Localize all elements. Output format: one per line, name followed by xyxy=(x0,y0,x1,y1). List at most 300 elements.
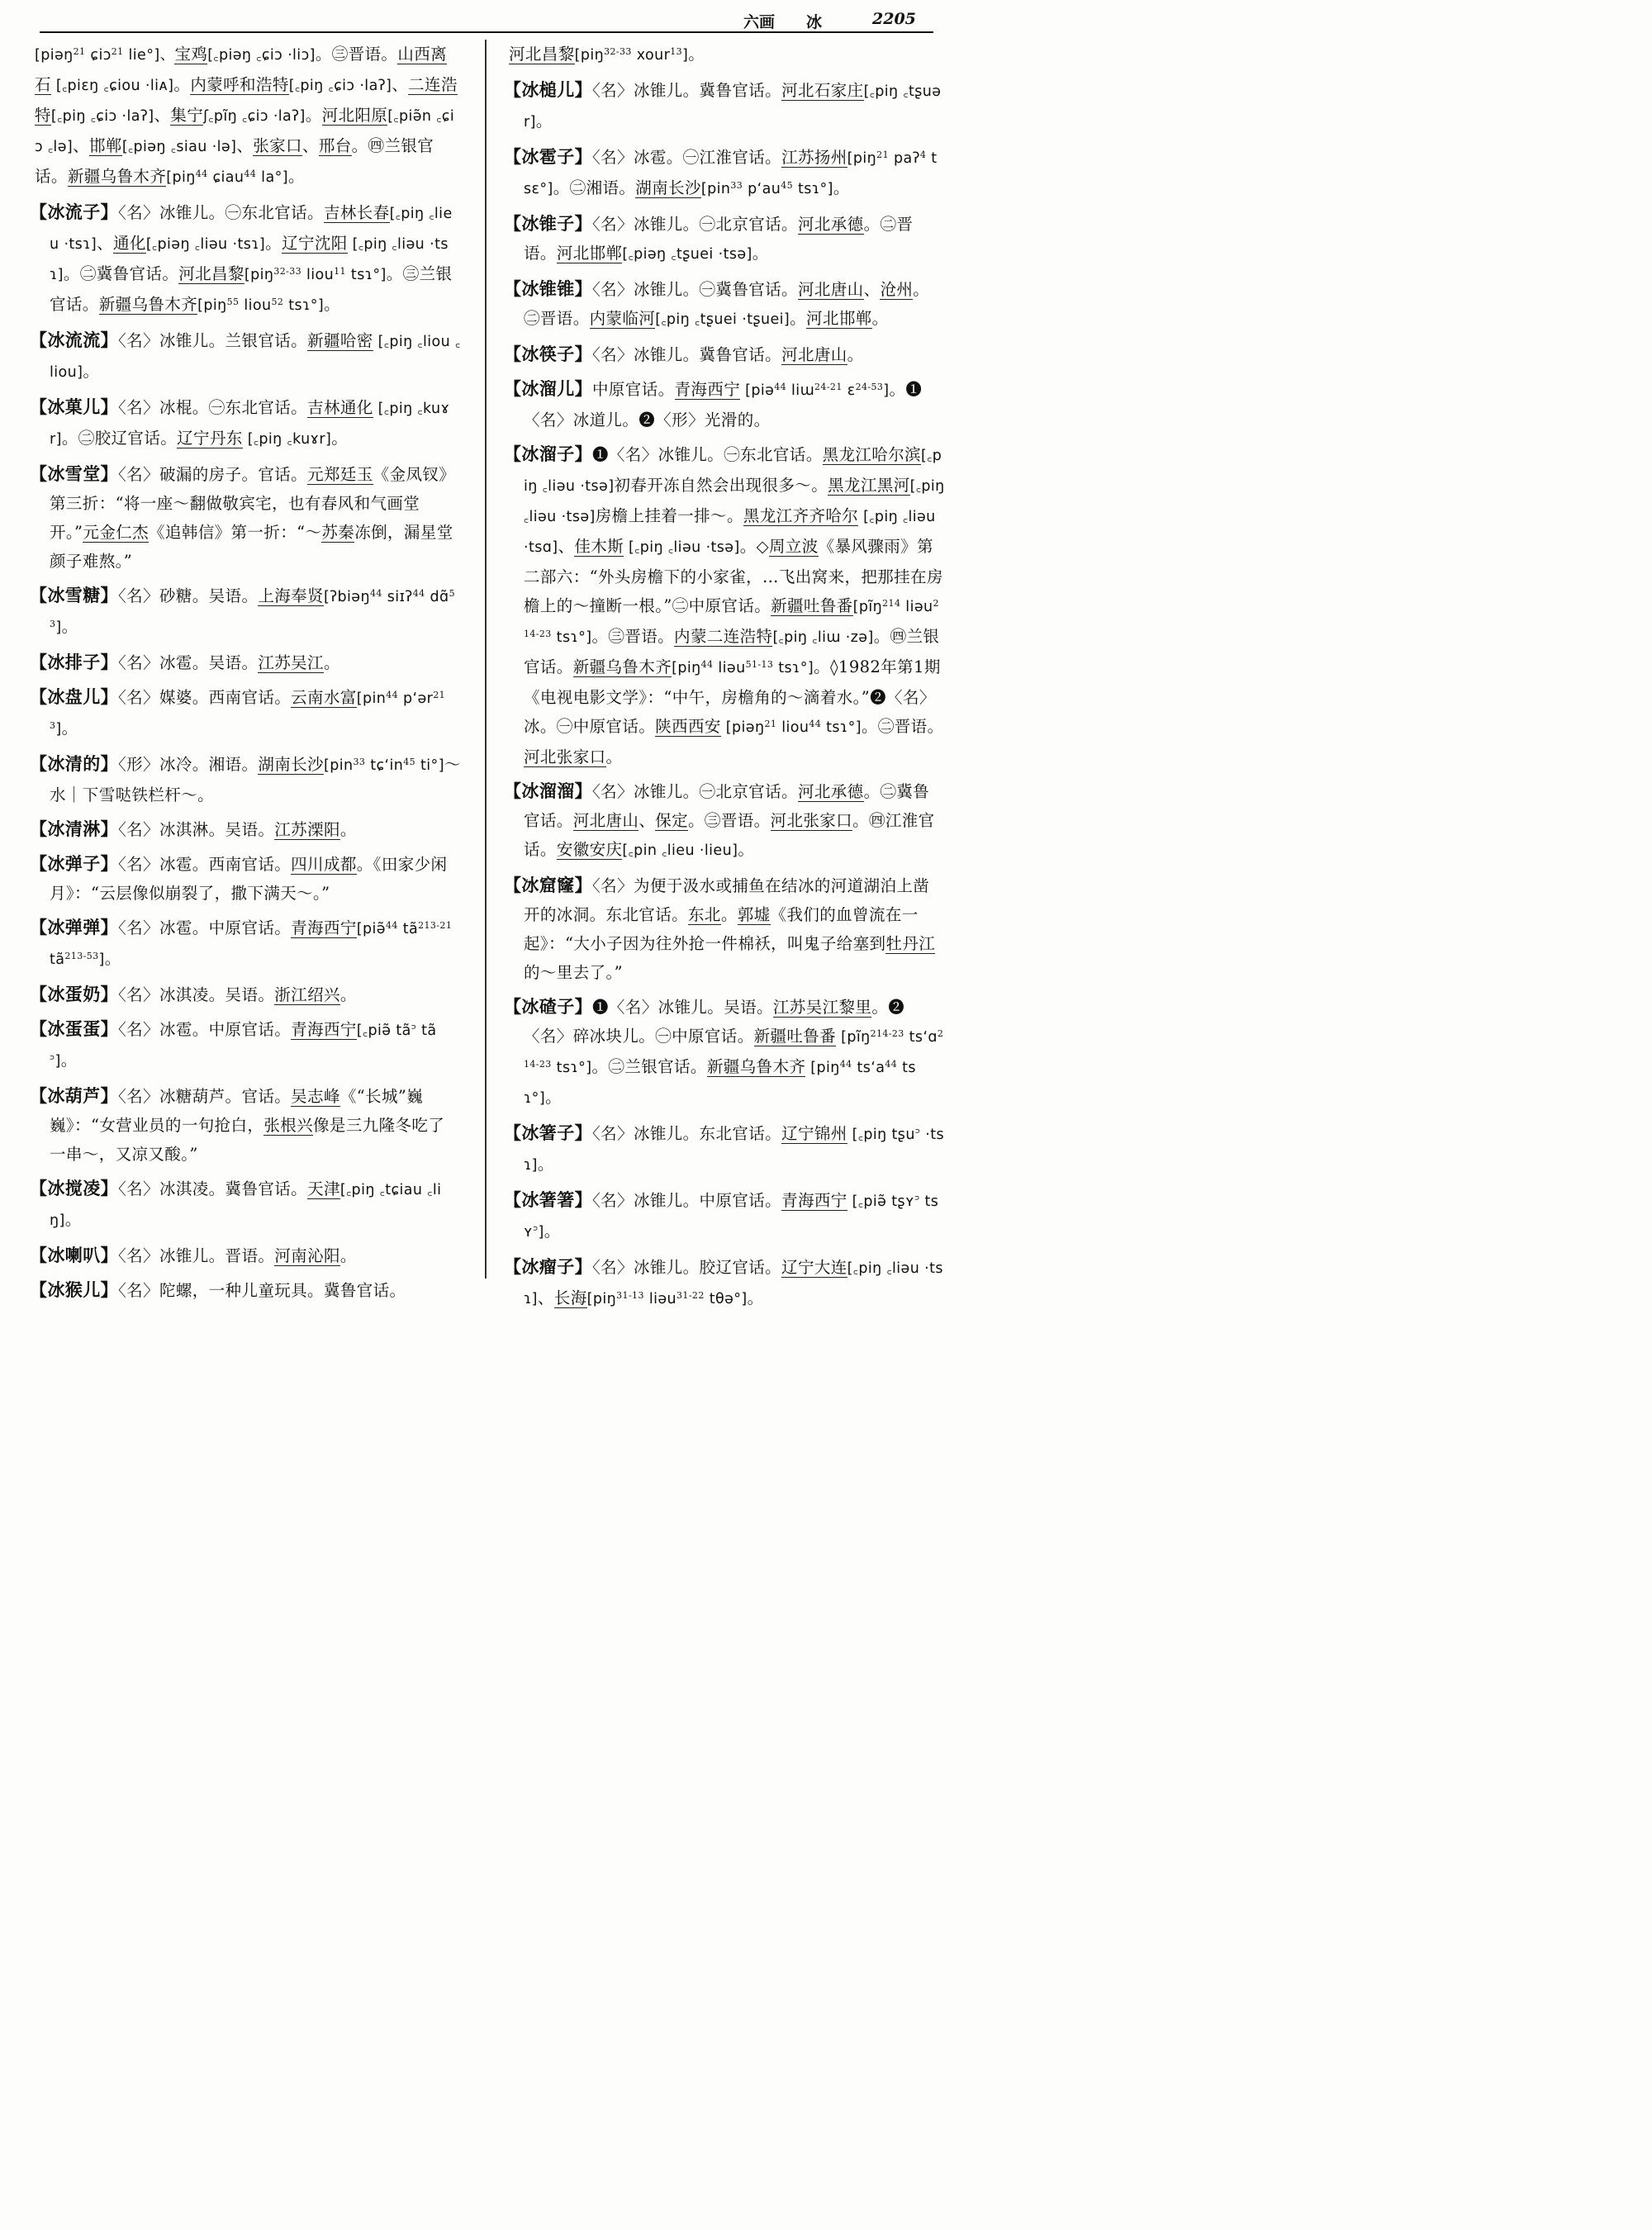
entry-headword: 【冰锥锥】 xyxy=(504,278,592,299)
tone-superscript: 213-21 xyxy=(418,920,453,931)
dictionary-entry xyxy=(504,871,945,987)
definition-text: 冻倒，漏星堂颜子难熬。” xyxy=(50,523,453,571)
tone-superscript: 4 xyxy=(919,149,927,160)
definition-text: 、 xyxy=(154,106,171,125)
section-label: 六画 xyxy=(743,13,776,31)
phonetic-transcription: [꜀piəŋ ꜀ɕiɔ ·liɔ] xyxy=(207,47,316,64)
dictionary-entry xyxy=(504,75,945,137)
definition-text: 〈名〉冰锥儿。㊀北京官话。 xyxy=(592,782,798,801)
dictionary-entry xyxy=(30,459,461,576)
definition-text: 。㊁胶辽官话。 xyxy=(61,429,178,448)
phonetic-transcription: [piəŋ xyxy=(35,47,74,64)
tone-superscript: 44 xyxy=(809,719,822,729)
phonetic-transcription: [piŋ xyxy=(672,660,701,676)
tone-superscript: 21 xyxy=(111,46,124,57)
dictionary-entry xyxy=(30,325,461,387)
entry-continuation xyxy=(30,40,461,192)
phonetic-transcription: tɕ‘in xyxy=(365,757,404,774)
tone-superscript: 213-53 xyxy=(64,951,99,961)
place-name: 四川成都 xyxy=(291,855,357,874)
tone-superscript: 52 xyxy=(271,297,284,307)
entry-headword: 【冰流流】 xyxy=(30,330,118,350)
phonetic-transcription: p‘ər xyxy=(398,690,434,707)
dictionary-entry xyxy=(504,1118,945,1180)
definition-text: 〈形〉冰冷。湘语。 xyxy=(118,755,259,774)
definition-text: 。 xyxy=(720,905,738,924)
definition-text: ❶〈名〉冰锥儿。㊀东北官话。 xyxy=(592,445,823,464)
phonetic-transcription: liou xyxy=(776,719,809,736)
dictionary-entry xyxy=(30,197,461,320)
entry-headword: 【冰窟窿】 xyxy=(504,875,592,895)
phonetic-transcription: [꜀piŋ ꜀liəu ·tsɑ] xyxy=(524,509,936,556)
phonetic-transcription: [꜀piŋ ꜀liəu ·tsɿ] xyxy=(524,1260,943,1307)
page-header xyxy=(0,0,958,33)
place-name: 河北张家口 xyxy=(770,811,853,830)
definition-text: 〈名〉冰雹。中原官话。 xyxy=(118,918,292,937)
phonetic-transcription: [꜀piəŋ ꜀tʂuei ·tsə] xyxy=(622,246,752,263)
dictionary-entry xyxy=(504,209,945,269)
place-name: 保定 xyxy=(655,811,689,830)
place-name: 河北邯郸 xyxy=(556,244,623,263)
phonetic-transcription: liəu xyxy=(643,1291,677,1307)
place-name: 张家口 xyxy=(253,136,302,155)
definition-text: 〈名〉砂糖。吴语。 xyxy=(118,586,259,605)
phonetic-transcription: [pĩŋ xyxy=(852,599,883,615)
definition-text: 。 xyxy=(61,719,78,738)
tone-superscript: 44 xyxy=(412,588,425,599)
place-name: 内蒙临河 xyxy=(589,309,656,328)
entry-headword: 【冰弹子】 xyxy=(30,853,118,874)
tone-superscript: 44 xyxy=(700,659,714,670)
phonetic-transcription: [꜀piŋ ꜀liəu ·tsə] xyxy=(524,478,945,525)
place-name: 河北昌黎 xyxy=(178,264,244,283)
phonetic-transcription: tsɿ°] xyxy=(551,629,592,646)
tone-superscript: 44 xyxy=(195,168,208,179)
definition-text: 。❷〈名〉碎冰块儿。㊀中原官话。 xyxy=(524,998,905,1046)
entry-headword: 【冰清的】 xyxy=(30,753,118,774)
entry-headword: 【冰菓儿】 xyxy=(30,396,118,417)
place-name: 长海 xyxy=(553,1288,587,1307)
definition-text: 。 xyxy=(331,429,349,448)
definition-text: 中原官话。 xyxy=(592,380,675,399)
entry-headword: 【冰清淋】 xyxy=(30,818,118,839)
place-name: 江苏吴江 xyxy=(258,653,324,672)
phonetic-transcription: tsɿ°] xyxy=(283,297,325,314)
place-name: 河北唐山 xyxy=(781,345,847,364)
phonetic-transcription: [piŋ xyxy=(586,1291,617,1307)
definition-text: 〈名〉冰锥儿。晋语。 xyxy=(118,1246,275,1265)
phonetic-transcription: liou xyxy=(239,297,272,314)
place-name: 内蒙二连浩特 xyxy=(674,627,773,646)
dictionary-entry xyxy=(30,913,461,975)
definition-text: 。㊁湘语。 xyxy=(553,178,636,197)
entry-headword: 【冰筷子】 xyxy=(504,344,592,364)
definition-text: 〈名〉冰锥儿。胶辽官话。 xyxy=(592,1258,782,1277)
phonetic-transcription: [꜀piŋ ꜀tʂuər] xyxy=(524,83,942,130)
phonetic-transcription: [꜀piŋ ꜀tɕiau ꜀liŋ] xyxy=(50,1182,442,1229)
place-name: 湖南长沙 xyxy=(635,178,701,197)
definition-text: 、 xyxy=(392,75,409,94)
phonetic-transcription: [꜀piŋ ꜀kuɤr] xyxy=(242,431,332,448)
tone-superscript: 45 xyxy=(403,757,416,767)
phonetic-transcription: ɕiau xyxy=(207,169,244,186)
definition-text: 、 xyxy=(558,537,575,556)
place-name: 佳木斯 xyxy=(574,537,624,556)
dictionary-entry xyxy=(504,374,945,434)
definition-text: 。 xyxy=(752,244,769,263)
place-name: 青海西宁 xyxy=(674,380,741,399)
definition-text: 《我们的血曾流在一起》：“大小子因为往外抢一件棉袄，叫鬼子给塞到 xyxy=(524,905,919,953)
tone-superscript: 214-23 xyxy=(524,1028,944,1070)
phonetic-transcription: [piŋ xyxy=(805,1060,840,1076)
phonetic-transcription: [pin xyxy=(700,181,731,197)
definition-text: 房檐上挂着一排～。 xyxy=(595,506,743,525)
place-name: 辽宁大连 xyxy=(781,1258,847,1277)
place-name: 河北唐山 xyxy=(797,280,864,299)
definition-text: 。 xyxy=(173,75,191,94)
definition-text: 〈名〉冰锥儿。中原官话。 xyxy=(592,1191,782,1210)
phonetic-transcription: [꜀piŋ ꜀lieu ·tsɿ] xyxy=(50,206,453,253)
phonetic-transcription: tsɿ°] xyxy=(793,181,833,197)
dictionary-entry xyxy=(504,1252,945,1314)
definition-text: 的～里去了。” xyxy=(524,963,624,982)
left-column xyxy=(30,40,461,1310)
phonetic-transcription: [pin xyxy=(323,757,354,774)
place-name: 吉林长春 xyxy=(323,203,390,222)
definition-text: 。 xyxy=(605,747,623,766)
entry-headword: 【冰葫芦】 xyxy=(30,1085,118,1106)
phonetic-transcription: [꜀piŋ ꜀tʂuei ·tʂuei] xyxy=(655,311,790,328)
definition-text: 〈名〉冰淇凌。吴语。 xyxy=(118,985,275,1004)
tone-superscript: 44 xyxy=(369,588,382,599)
entry-headword: 【冰瘤子】 xyxy=(504,1256,592,1277)
definition-text: 〈名〉破漏的房子。官话。 xyxy=(118,465,308,484)
place-name: 天津 xyxy=(307,1179,340,1198)
phonetic-transcription: ɕiɔ xyxy=(85,47,112,64)
tone-superscript: 44 xyxy=(386,690,399,700)
phonetic-transcription: ] xyxy=(55,619,62,636)
place-name: 河北阳原 xyxy=(321,106,388,125)
tone-superscript: 31-13 xyxy=(616,1290,644,1301)
place-name: 郭墟 xyxy=(737,905,771,924)
tone-superscript: 44 xyxy=(385,920,398,931)
place-name: 江苏吴江黎里 xyxy=(772,998,872,1017)
definition-text: 。 xyxy=(871,309,889,328)
definition-text: 《“长城”巍巍》：“女营业员的一句抢白， xyxy=(50,1087,424,1135)
definition-text: 。㊂晋语。 xyxy=(688,811,771,830)
phonetic-transcription: [꜀piŋ ꜀ɕiɔ ·laʔ] xyxy=(288,78,392,94)
definition-text: 《追韩信》第一折：“～ xyxy=(149,523,322,542)
phonetic-transcription: [piŋ xyxy=(244,267,274,283)
place-name: 湖南长沙 xyxy=(258,755,324,774)
dictionary-entry xyxy=(30,1174,461,1236)
place-name: 内蒙呼和浩特 xyxy=(190,75,289,94)
place-name: 集宁 xyxy=(170,106,204,125)
place-name: 江苏溧阳 xyxy=(274,820,340,839)
definition-text: 。 xyxy=(323,653,340,672)
definition-text: 。 xyxy=(339,1246,357,1265)
entry-headword: 【冰雪糖】 xyxy=(30,585,118,605)
entry-headword: 【冰雹子】 xyxy=(504,146,592,167)
place-name: 东北 xyxy=(688,905,721,924)
entry-headword: 【冰雪堂】 xyxy=(30,463,118,484)
dictionary-entry xyxy=(30,749,461,809)
place-name: 河北承德 xyxy=(797,215,864,234)
phonetic-transcription: [pĩŋ xyxy=(836,1029,871,1046)
place-name: 黑龙江黑河 xyxy=(828,476,910,495)
phonetic-transcription: [꜀piə̃ tʂʏ꜄ tsʏ꜄] xyxy=(524,1193,939,1241)
definition-text: 、 xyxy=(863,280,881,299)
entry-headword: 【冰槌儿】 xyxy=(504,79,592,100)
definition-text: 。 xyxy=(833,178,850,197)
tone-superscript: 214-23 xyxy=(524,598,939,639)
place-name: 江苏扬州 xyxy=(781,148,847,167)
phonetic-transcription: ] xyxy=(98,951,105,968)
place-name: 河北承德 xyxy=(797,782,864,801)
phonetic-transcription: [꜀piɛŋ ꜀ɕiou ·liᴀ] xyxy=(50,78,174,94)
phonetic-transcription: paʔ xyxy=(888,150,920,167)
tone-superscript: 21 xyxy=(764,719,777,729)
phonetic-transcription: tsɿ°] xyxy=(524,1060,916,1107)
phonetic-transcription: ] xyxy=(883,382,890,399)
phonetic-transcription: [꜀piəŋ ꜀siau ·lə] xyxy=(121,139,237,155)
tone-superscript: 13 xyxy=(670,46,683,57)
place-name: 辽宁丹东 xyxy=(177,429,243,448)
place-name: 河北邯郸 xyxy=(806,309,872,328)
definition-text: 。㊃兰银官话。 xyxy=(524,627,940,676)
column-divider xyxy=(485,40,487,1279)
place-name: 新疆乌鲁木齐 xyxy=(98,295,198,314)
entry-headword: 【冰蛋蛋】 xyxy=(30,1018,118,1039)
definition-text: 。 xyxy=(60,1051,78,1070)
place-name: 苏秦 xyxy=(321,523,355,542)
entry-headword: 【冰流子】 xyxy=(30,202,118,222)
phonetic-transcription: ʃ꜀pĩŋ ꜀ɕiɔ ·laʔ] xyxy=(203,108,306,125)
phonetic-transcription: ts‘ɑ xyxy=(904,1029,938,1046)
phonetic-transcription: ts‘a xyxy=(852,1060,885,1076)
definition-text: 〈名〉冰雹。中原官话。 xyxy=(118,1020,292,1039)
phonetic-transcription: [piəŋ xyxy=(720,719,765,736)
right-column xyxy=(504,40,945,1319)
definition-text: 。 xyxy=(545,1088,562,1107)
place-name: 青海西宁 xyxy=(781,1191,847,1210)
definition-text: 。 xyxy=(305,106,322,125)
dictionary-entry xyxy=(504,142,945,204)
tone-superscript: 32-33 xyxy=(604,46,632,57)
phonetic-transcription: ] xyxy=(682,47,689,64)
phonetic-transcription: [piŋ xyxy=(574,47,605,64)
place-name: 黑龙江齐齐哈尔 xyxy=(743,506,859,525)
place-name: 通化 xyxy=(113,234,146,253)
definition-text: 。 xyxy=(324,295,341,314)
phonetic-transcription: liəu xyxy=(713,660,746,676)
definition-text: 《金凤钗》第三折：“将一座～翻做敬宾宅，也有春风和气画堂开。” xyxy=(50,465,456,542)
place-name: 山西离石 xyxy=(35,45,448,94)
definition-text: 。 xyxy=(847,345,864,364)
definition-text: 〈名〉冰锥儿。㊀北京官话。 xyxy=(592,215,798,234)
phonetic-transcription: tsɿ°] xyxy=(773,660,814,676)
place-name: 牡丹江 xyxy=(885,934,936,953)
definition-text: 。 xyxy=(537,1155,554,1174)
tone-superscript: 24-21 xyxy=(814,382,843,392)
definition-text: 。 xyxy=(265,234,282,253)
dictionary-entry xyxy=(504,274,945,334)
definition-text: 。 xyxy=(790,309,807,328)
definition-text: 初春开冻自然会出现很多～。 xyxy=(614,476,828,495)
entry-headword: 【冰盘儿】 xyxy=(30,686,118,707)
place-name: 辽宁锦州 xyxy=(781,1124,847,1143)
phonetic-transcription: liɯ xyxy=(786,382,815,399)
definition-text: 。 xyxy=(339,985,357,1004)
definition-text: 。 xyxy=(64,1210,82,1229)
dictionary-entry xyxy=(30,849,461,908)
definition-text: 。㊂晋语。 xyxy=(591,627,675,646)
entry-headword: 【冰碴子】 xyxy=(504,996,592,1017)
phonetic-transcription: tsɿ°] xyxy=(345,267,387,283)
tone-superscript: 33 xyxy=(353,757,366,767)
definition-text: 〈名〉冰锥儿。兰银官话。 xyxy=(118,331,308,350)
definition-text: 。㊁晋语。 xyxy=(861,717,944,736)
definition-text: 。《田家少闲月》：“云层像似崩裂了，撒下满天～。” xyxy=(50,855,448,903)
place-name: 吴志峰 xyxy=(291,1087,340,1106)
place-name: 邯郸 xyxy=(89,136,122,155)
phonetic-transcription: [꜀piŋ ꜀liou ꜀liou] xyxy=(50,334,461,381)
definition-text: 。 xyxy=(287,167,305,186)
tone-superscript: 214-23 xyxy=(870,1028,904,1039)
place-name: 元金仁杰 xyxy=(83,523,150,542)
phonetic-transcription: liəu xyxy=(900,599,933,615)
place-name: 新疆乌鲁木齐 xyxy=(706,1057,806,1076)
place-name: 河北昌黎 xyxy=(509,45,575,64)
tone-superscript: 45 xyxy=(781,180,794,191)
definition-text: 〈名〉冰雹。西南官话。 xyxy=(118,855,292,874)
definition-text: 、 xyxy=(73,136,89,155)
phonetic-transcription: [piŋ xyxy=(166,169,196,186)
definition-text: 。 xyxy=(104,949,121,968)
tone-superscript: 53 xyxy=(50,588,455,629)
dictionary-entry xyxy=(30,682,461,744)
dictionary-entry xyxy=(30,1014,461,1076)
definition-text: 、 xyxy=(537,1288,554,1307)
definition-text: 。 xyxy=(83,362,100,381)
tone-superscript: 44 xyxy=(885,1059,898,1070)
definition-text: 、 xyxy=(638,811,656,830)
place-name: 张根兴 xyxy=(263,1116,314,1135)
entry-headword: 【冰搅凌】 xyxy=(30,1178,118,1198)
definition-text: 。 xyxy=(688,45,705,64)
definition-text: 〈名〉冰锥儿。㊀东北官话。 xyxy=(118,203,324,222)
phonetic-transcription: [piŋ xyxy=(197,297,227,314)
phonetic-transcription: tsɛ°] xyxy=(524,150,938,197)
tone-superscript: 24-53 xyxy=(855,382,884,392)
place-name: 青海西宁 xyxy=(291,918,357,937)
phonetic-transcription: [꜀piŋ tʂu꜄ ·tsɿ] xyxy=(524,1127,944,1174)
phonetic-transcription: siɪʔ xyxy=(382,589,413,605)
place-name: 河北张家口 xyxy=(524,747,606,766)
dictionary-entry xyxy=(30,980,461,1009)
definition-text: 。 xyxy=(535,112,553,130)
dictionary-entry xyxy=(30,648,461,677)
dictionary-entry xyxy=(504,1185,945,1247)
dictionary-entry xyxy=(504,992,945,1113)
place-name: 周立波 xyxy=(769,537,819,556)
phonetic-transcription: [꜀piŋ ꜀liəu ·tsɿ] xyxy=(50,236,449,283)
phonetic-transcription: [꜀piŋ ꜀liɯ ·zə] xyxy=(772,629,874,646)
tone-superscript: 51-13 xyxy=(745,659,774,670)
definition-text: 。 xyxy=(747,1288,764,1307)
definition-text: 。 xyxy=(738,840,755,859)
place-name: 河北唐山 xyxy=(572,811,639,830)
entry-headword: 【冰箸子】 xyxy=(504,1122,592,1143)
definition-text: 。㊁冀鲁官话。 xyxy=(524,782,930,830)
entry-headword: 【冰溜子】 xyxy=(504,444,592,464)
place-name: 黑龙江哈尔滨 xyxy=(822,445,922,464)
entry-headword: 【冰弹弹】 xyxy=(30,917,118,937)
phonetic-transcription: [꜀piŋ ꜀liəu ·tsə] xyxy=(524,448,942,495)
definition-text: 〈名〉为便于汲水或捕鱼在结冰的河道湖泊上凿开的冰洞。东北官话。 xyxy=(524,876,930,924)
phonetic-transcription: tã xyxy=(50,951,65,968)
place-name: 安徽安庆 xyxy=(556,840,623,859)
entry-headword: 【冰溜溜】 xyxy=(504,780,592,801)
phonetic-transcription: la°] xyxy=(256,169,288,186)
definition-text: 。◊1982年第1期《电视电影文学》：“中午，房檐角的～滴着水。”❷〈名〉冰。㊀中原官话。 xyxy=(524,657,941,736)
dictionary-entry xyxy=(504,776,945,866)
definition-text: 〈名〉冰棍。㊀东北官话。 xyxy=(118,398,308,417)
place-name: 浙江绍兴 xyxy=(274,985,340,1004)
place-name: 新疆乌鲁木齐 xyxy=(67,167,167,186)
definition-text: 《暴风骤雨》第二部六：“外头房檐下的小家雀，…飞出窝来，把那挂在房檐上的～撞断一根。”㊁中原官话。 xyxy=(524,537,943,615)
place-name: 新疆吐鲁番 xyxy=(753,1027,837,1046)
definition-text: 。㊃兰银官话。 xyxy=(35,136,434,186)
place-name: 青海西宁 xyxy=(291,1020,357,1039)
tone-superscript: 55 xyxy=(226,297,240,307)
definition-text: 〈名〉冰淇凌。冀鲁官话。 xyxy=(118,1179,308,1198)
phonetic-transcription: liou xyxy=(301,267,335,283)
definition-text: 〈名〉冰淇淋。吴语。 xyxy=(118,820,275,839)
dictionary-entry xyxy=(504,439,945,771)
definition-text: 。㊂晋语。 xyxy=(315,45,398,64)
entry-continuation xyxy=(504,40,945,70)
definition-text: 〈名〉冰雹。㊀江淮官话。 xyxy=(592,148,782,167)
phonetic-transcription: [꜀piŋ ꜀ɕiɔ ·laʔ] xyxy=(50,108,154,125)
definition-text: 。㊃江淮官话。 xyxy=(524,811,935,859)
dictionary-entry xyxy=(30,814,461,844)
phonetic-transcription: dɑ̃ xyxy=(425,589,449,605)
dictionary-entry xyxy=(30,1275,461,1305)
phonetic-transcription: [piə̃ xyxy=(356,921,386,937)
phonetic-transcription: ] xyxy=(55,721,62,738)
definition-text: 〈名〉冰锥儿。冀鲁官话。 xyxy=(592,345,782,364)
phonetic-transcription: ti°] xyxy=(415,757,444,774)
place-name: 陕西西安 xyxy=(655,717,721,736)
dictionary-entry xyxy=(30,1241,461,1270)
header-character: 冰 xyxy=(806,13,823,31)
tone-superscript: 44 xyxy=(839,1059,852,1070)
definition-text: ❶〈名〉冰锥儿。吴语。 xyxy=(592,998,773,1017)
phonetic-transcription: tθə°] xyxy=(704,1291,748,1307)
place-name: 元郑廷玉 xyxy=(307,465,373,484)
phonetic-transcription: p‘au xyxy=(743,181,781,197)
phonetic-transcription: [꜀piə̃n ꜀ɕiɔ ꜀lə] xyxy=(35,108,455,155)
definition-text: 。㊁兰银官话。 xyxy=(591,1057,707,1076)
tone-superscript: 44 xyxy=(244,168,257,179)
entry-headword: 【冰喇叭】 xyxy=(30,1245,118,1265)
definition-text: 、 xyxy=(301,136,319,155)
definition-text: 、 xyxy=(97,234,114,253)
phonetic-transcription: [piŋ xyxy=(847,150,877,167)
dictionary-entry xyxy=(30,581,461,643)
entry-headword: 【冰锥子】 xyxy=(504,213,592,234)
